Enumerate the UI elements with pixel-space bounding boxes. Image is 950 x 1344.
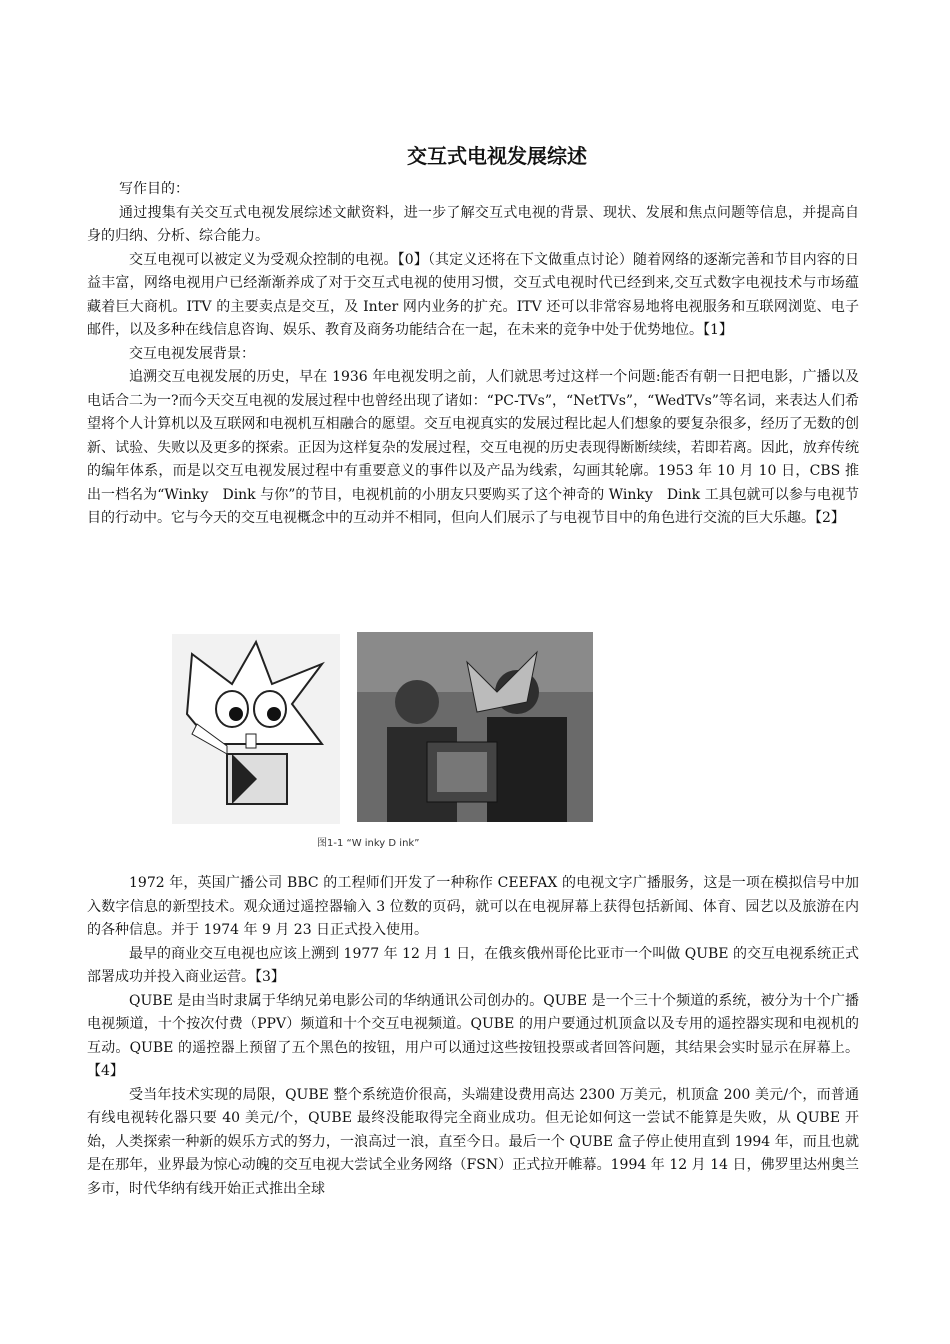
- section-purpose: [87, 178, 859, 531]
- qube-start-paragraph: 最早的商业交互电视也应该上溯到 1977 年 12 月 1 日，在俄亥俄州哥伦比亚市一个叫做 QUBE 的交互电视系统正式部署成功并投入商业运营。【3】: [87, 945, 859, 985]
- background-heading: 交互电视发展背景：: [129, 345, 255, 362]
- ceefax-paragraph: 1972 年，英国广播公司 BBC 的工程师们开发了一种称作 CEEFAX 的电视文字广播服务，这是一项在模拟信号中加入数字信息的新型技术。观众通过遥控器输入 3 位数的页码，就可以在电视屏幕上获得包括新闻、体育、园艺以及旅游在内的各种信息。并于 1974 年 9 月 23 日正式投入使用。: [87, 875, 859, 938]
- qube-detail-paragraph: QUBE 是由当时隶属于华纳兄弟电影公司的华纳通讯公司创办的。QUBE 是一个三十个频道的系统，被分为十个广播电视频道，十个按次付费（PPV）频道和十个交互电视频道。QUBE 的用户要通过机顶盒以及专用的遥控器实现和电视机的互动。QUBE 的遥控器上预留了五个黑色的按钮，用户可以通过这些按钮投票或者回答问题，其结果会实时显示在屏幕上。【4】: [87, 992, 859, 1079]
- winky-dink-tv-photo: [357, 632, 593, 822]
- winky-dink-cartoon-image: [172, 634, 340, 824]
- section-history-cont: [87, 872, 859, 1201]
- page-title: 交互式电视发展综述: [407, 144, 587, 168]
- history-paragraph: 追溯交互电视发展的历史，早在 1936 年电视发明之前，人们就思考过这样一个问题:能否有朝一日把电影，广播以及电话合二为一?而今天交互电视的发展过程中也曾经出现了诸如：“PC-TVs”，“NetTVs”，“WedTVs”等名词，来表达人们希望将个人计算机以及互联网和电视机互相融合的愿望。交互电视真实的发展过程比起人们想象的要复杂很多，经历了无数的创新、试验、失败以及更多的探索。正因为这样复杂的发展过程，交互电视的历史表现得断断续续，若即若离。因此，放弃传统的编年体系，而是以交互电视发展过程中有重要意义的事件以及产品为线索，勾画其轮廓。1953 年 10 月 10 日，CBS 推出一档名为“Winky Dink 与你”的节目，电视机前的小朋友只要购买了这个神奇的 Winky Dink 工具包就可以参与电视节目的行动中。它与今天的交互电视概念中的互动并不相同，但向人们展示了与电视节目中的角色进行交流的巨大乐趣。【2】: [87, 369, 859, 526]
- winky-dink-figure: [172, 632, 596, 852]
- qube-end-paragraph: 受当年技术实现的局限，QUBE 整个系统造价很高，头端建设费用高达 2300 万美元，机顶盒 200 美元/个，而普通有线电视转化器只要 40 美元/个，QUBE 最终没能取得完全商业成功。但无论如何这一尝试不能算是失败，从 QUBE 开始，人类探索一种新的娱乐方式的努力，一浪高过一浪，直至今日。最后一个 QUBE 盒子停止使用直到 1994 年，而且也就是在那年，业界最为惊心动魄的交互电视大尝试全业务网络（FSN）正式拉开帷幕。1994 年 12 月 14 日，佛罗里达州奥兰多市，时代华纳有线开始正式推出全球: [87, 1086, 859, 1197]
- intro-paragraph: 交互电视可以被定义为受观众控制的电视。【0】（其定义还将在下文做重点讨论）随着网络的逐渐完善和节目内容的日益丰富，网络电视用户已经渐渐养成了对于交互式电视的使用习惯，交互式电视时代已经到来,交互式数字电视技术与市场蕴藏着巨大商机。ITV 的主要卖点是交互，及 Inter 网内业务的扩充。ITV 还可以非常容易地将电视服务和互联网浏览、电子邮件，以及多种在线信息咨询、娱乐、教育及商务功能结合在一起，在未来的竞争中处于优势地位。【1】: [87, 251, 859, 338]
- figure-caption: 图1-1 “W inky D ink”: [317, 838, 420, 849]
- purpose-heading: 写作目的：: [119, 181, 189, 197]
- purpose-paragraph: 通过搜集有关交互式电视发展综述文献资料，进一步了解交互式电视的背景、现状、发展和焦点问题等信息，并提高自身的归纳、分析、综合能力。: [87, 204, 859, 244]
